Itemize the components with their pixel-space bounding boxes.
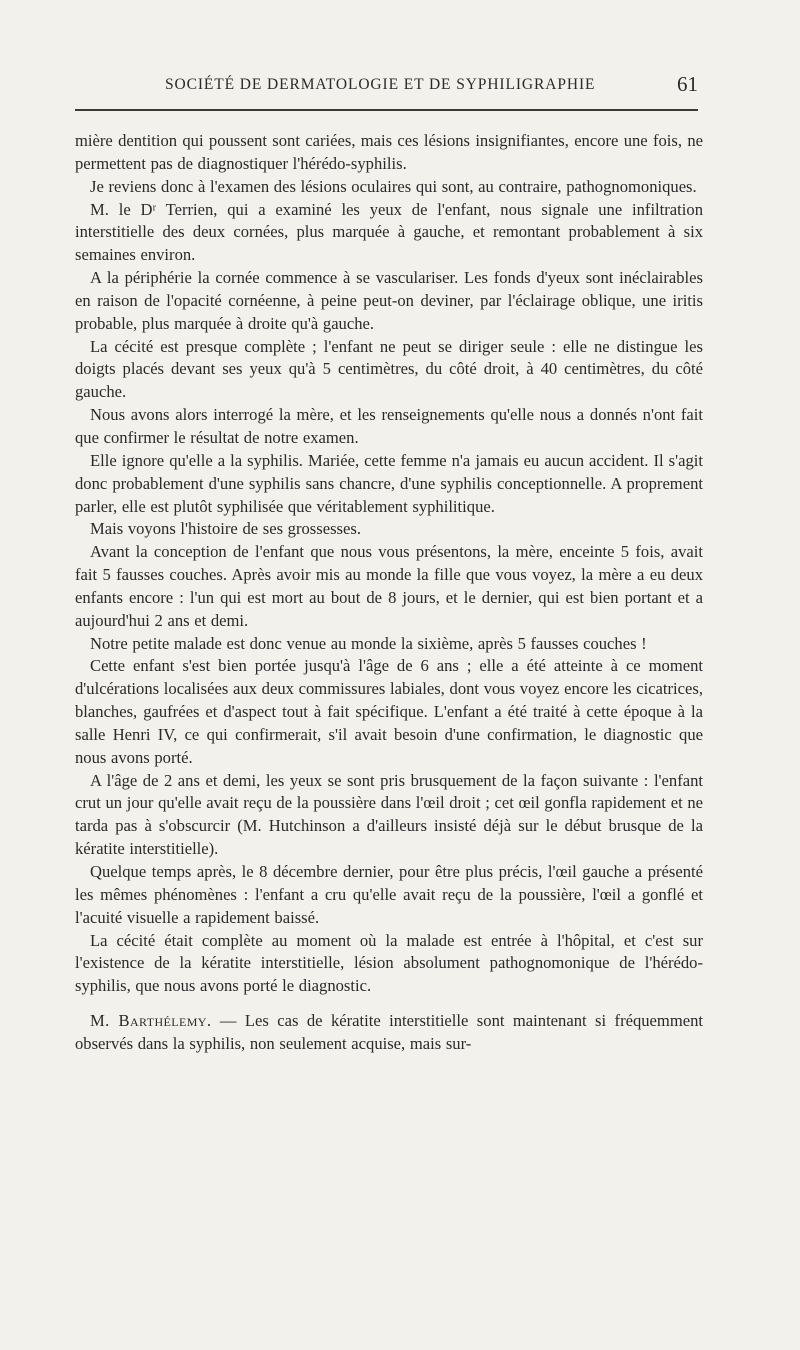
discussion-paragraph [75,1010,703,1056]
paragraph-7: Elle ignore qu'elle a la syphilis. Mariée, cette femme n'a jamais eu aucun accident. Il s'agit donc probablement d'une syphilis sans chancre, d'une syphilis conceptionnelle. A proprement parler, elle est plutôt syphilisée que véritablement syphilitique. [75,450,703,516]
paragraph-8: Mais voyons l'histoire de ses grossesses. [90,519,361,539]
running-header [75,74,698,100]
paragraph-9: Avant la conception de l'enfant que nous vous présentons, la mère, enceinte 5 fois, avait fait 5 fausses couches. Après avoir mis au monde la fille que vous voyez, la mère a eu deux enfants encore : l'un qui est mort au bout de 8 jours, et le dernier, qui est bien portant et a aujourd'hui 2 ans et demi. [75,542,703,630]
header-rule [75,109,698,111]
paragraph-12: A l'âge de 2 ans et demi, les yeux se sont pris brusquement de la façon suivante : l'enfant crut un jour qu'elle avait reçu de la poussière dans l'œil droit ; cet œil gonfla rapidement et ne tarda pas à s'obscurcir (M. Hutchinson a d'ailleurs insisté déjà sur le début brusque de la kératite interstitielle). [75,770,703,859]
paragraph-1: mière dentition qui poussent sont cariées, mais ces lésions insignifiantes, encore une fois, ne permettent pas de diagnostiquer l'hérédo-syphilis. [75,131,703,173]
speaker-name: M. Barthélemy. [90,1011,212,1031]
page-number: 61 [677,72,698,96]
paragraph-10: Notre petite malade est donc venue au monde la sixième, après 5 fausses couches ! [90,633,647,653]
paragraph-14: La cécité était complète au moment où la malade est entrée à l'hôpital, et c'est sur l'existence de la kératite interstitielle, lésion absolument pathognomonique de l'hérédo-syphilis, que nous avons porté le diagnostic. [75,930,703,996]
paragraph-4: A la périphérie la cornée commence à se vasculariser. Les fonds d'yeux sont inéclairables en raison de l'opacité cornéenne, à peine peut-on deviner, par l'éclairage oblique, une iritis probable, plus marquée à droite qu'à gauche. [75,268,703,333]
paragraph-13: Quelque temps après, le 8 décembre dernier, pour être plus précis, l'œil gauche a présenté les mêmes phénomènes : l'enfant a cru qu'elle avait reçu de la poussière, l'œil a gonflé et l'acuité visuelle a rapidement baissé. [75,862,703,927]
paragraph-2: Je reviens donc à l'examen des lésions oculaires qui sont, au contraire, pathognomoniques. [90,176,697,196]
running-title: SOCIÉTÉ DE DERMATOLOGIE ET DE SYPHILIGRAPHIE [165,76,596,93]
discussion-text: — Les cas de kératite interstitielle sont maintenant si fréquemment observés dans la syphilis, non seulement acquise, mais sur- [75,1011,704,1053]
paragraph-5: La cécité est presque complète ; l'enfant ne peut se diriger seule : elle ne distingue les doigts placés devant ses yeux qu'à 5 centimètres, du côté droit, à 40 centimètres, du côté gauche. [75,336,703,402]
body-text [75,130,703,1056]
paragraph-3: M. le Dʳ Terrien, qui a examiné les yeux de l'enfant, nous signale une infiltration interstitielle des deux cornées, plus marquée à gauche, et remontant probablement à six semaines environ. [75,199,703,265]
paragraph-11: Cette enfant s'est bien portée jusqu'à l'âge de 6 ans ; elle a été atteinte à ce moment d'ulcérations localisées aux deux commissures labiales, dont vous voyez encore les cicatrices, blanches, gaufrées et d'aspect tout à fait spécifique. L'enfant a été traité à cette époque à la salle Henri IV, ce qui confirmerait, s'il avait besoin d'une confirmation, le diagnostic que nous avons porté. [75,656,703,767]
paragraph-6: Nous avons alors interrogé la mère, et les renseignements qu'elle nous a donnés n'ont fait que confirmer le résultat de notre examen. [75,405,703,447]
